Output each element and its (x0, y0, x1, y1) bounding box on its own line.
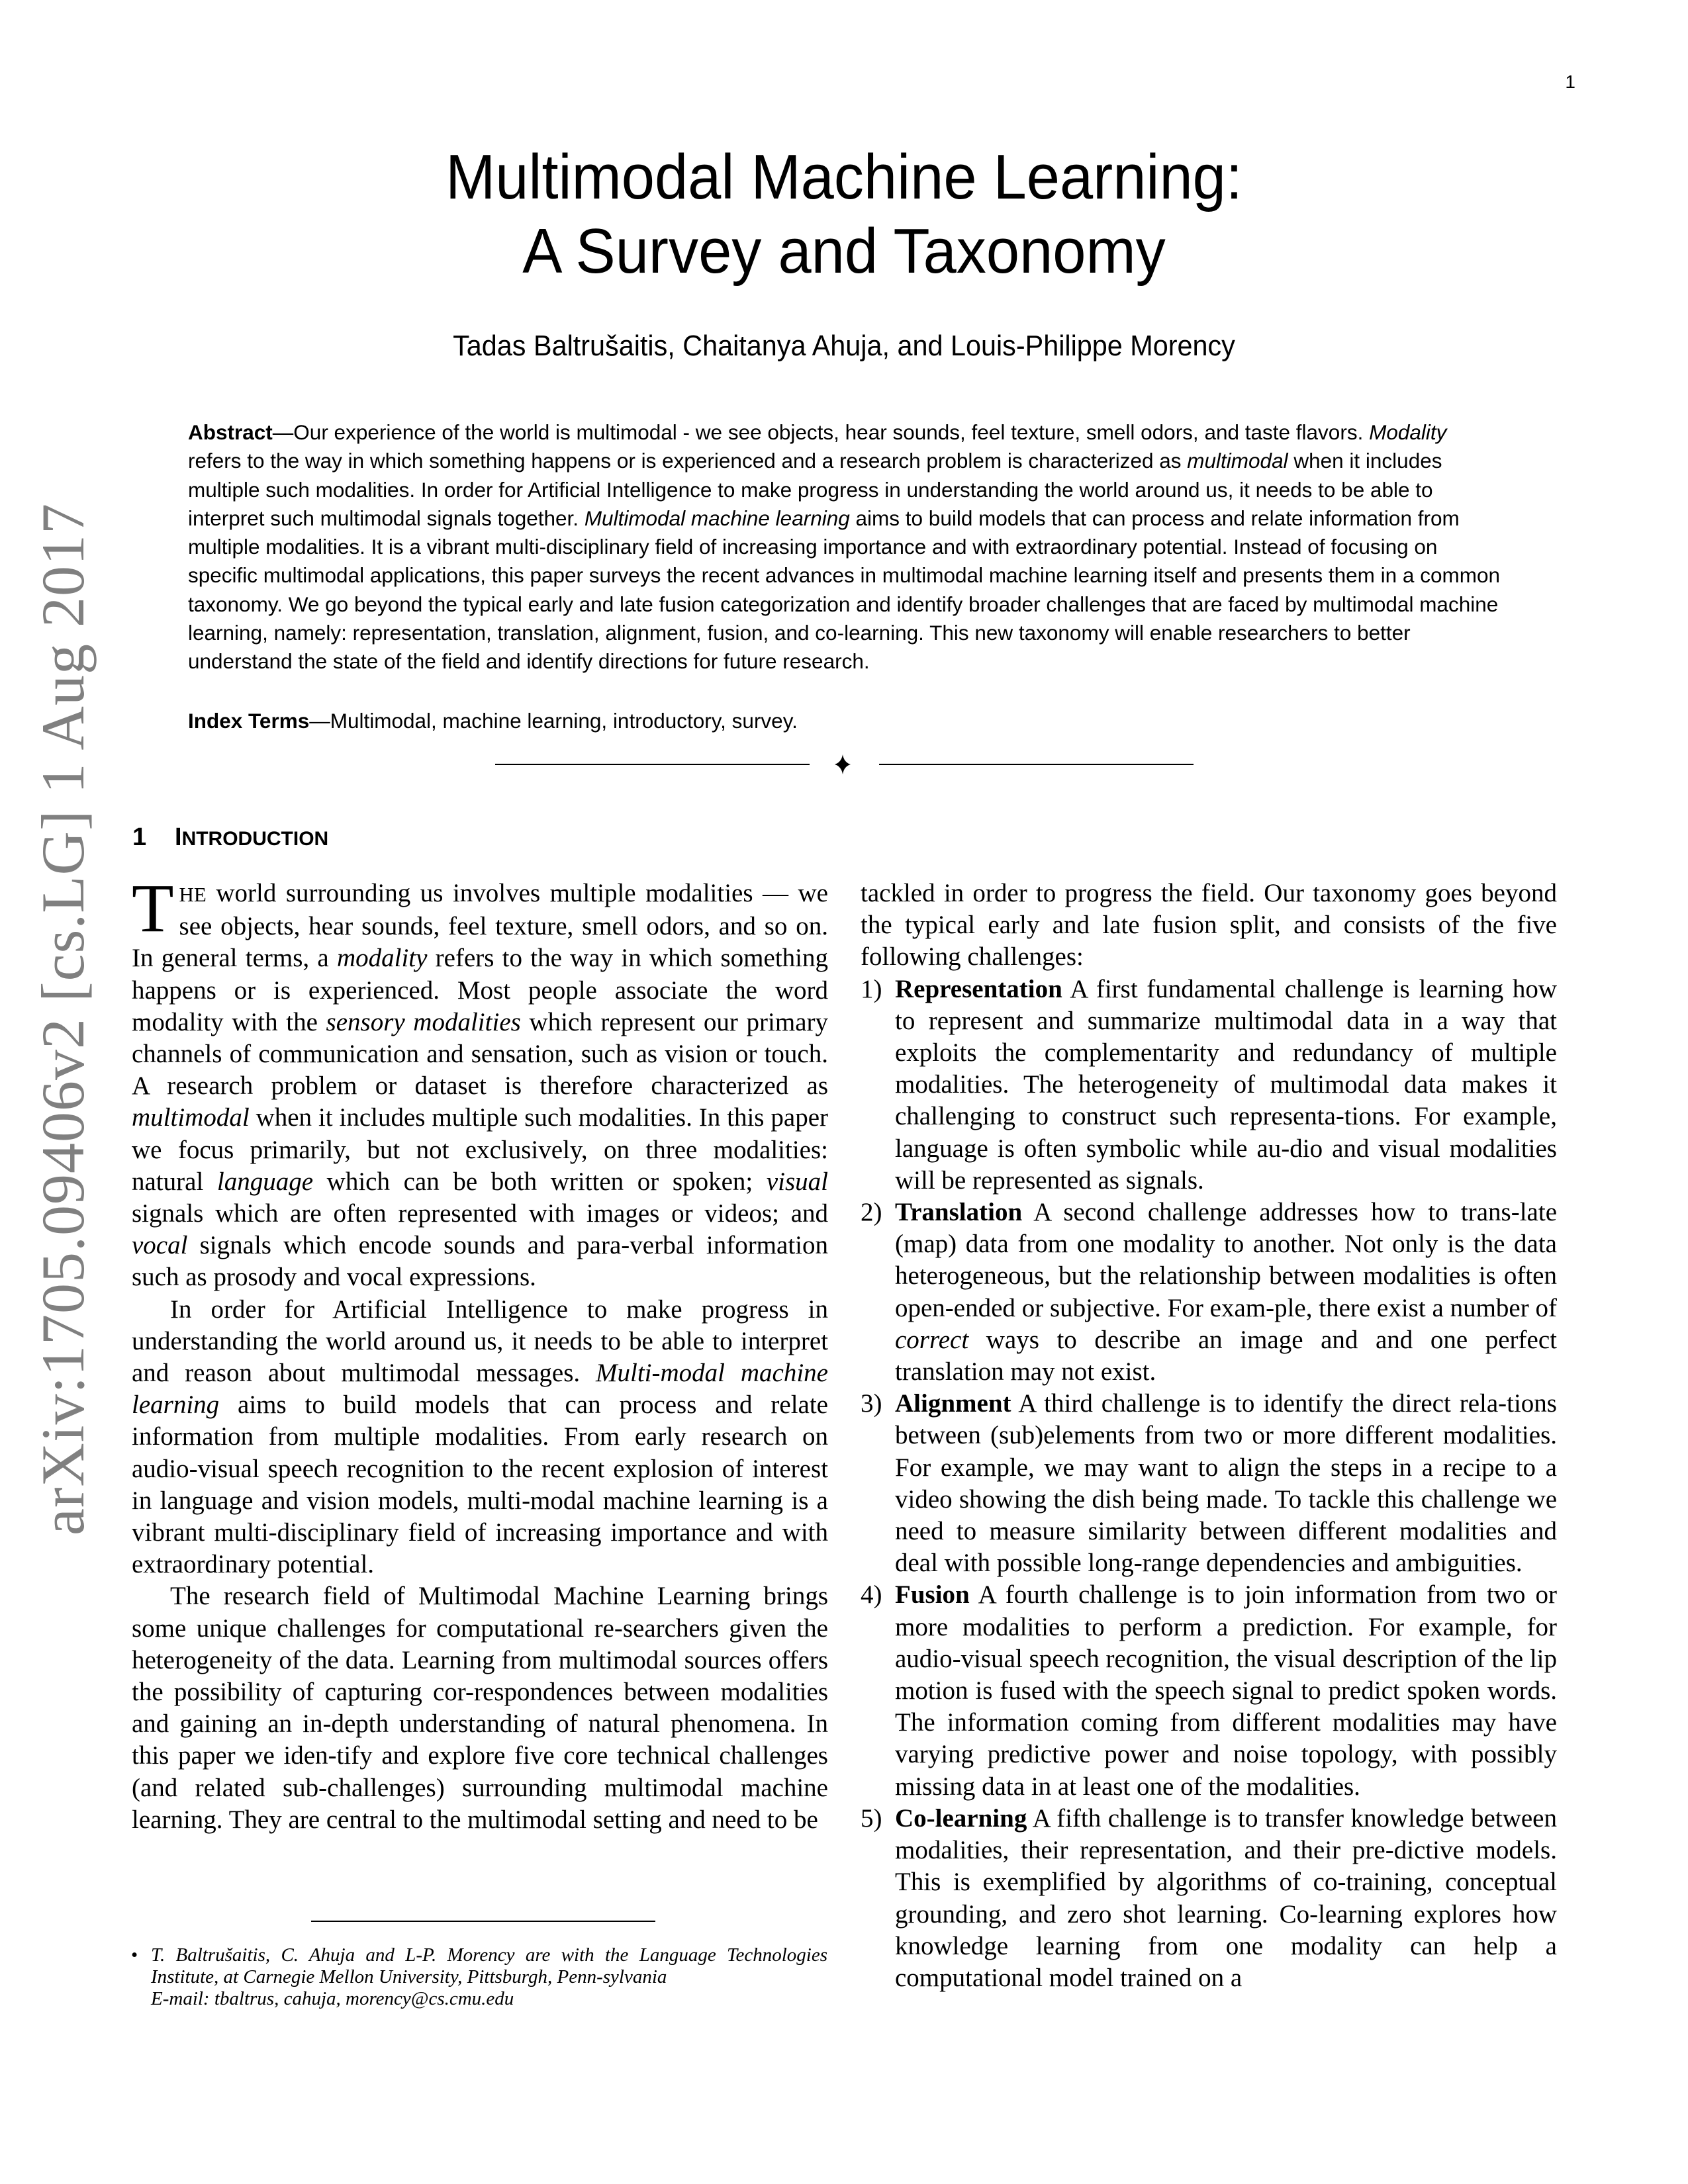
index-terms: Index Terms—Multimodal, machine learning, introductory, survey. (188, 709, 798, 733)
arxiv-watermark: arXiv:1705.09406v2 [cs.LG] 1 Aug 2017 (29, 503, 97, 1535)
term-modality: Modality (1369, 420, 1447, 444)
author-list: Tadas Baltrušaitis, Chaitanya Ahuja, and Louis-Philippe Morency (453, 330, 1235, 362)
title-line-2: A Survey and Taxonomy (522, 216, 1166, 287)
challenge-item-fusion: 4) Fusion A fourth challenge is to join information from two or more modalities to perform a prediction. For example, for audio-visual speech recognition, the visual description of the lip motion is fused with the speech signal to predict spoken words. The information coming from different modalities may have varying predictive power and noise topology, with possibly missing data in at least one of the modalities. (861, 1580, 1557, 1801)
challenge-item-representation: 1) Representation A first fundamental challenge is learning how to represent and summarize multimodal data in a way that exploits the complementarity and redundancy of multiple modalities. The heterogeneity of multimodal data makes it challenging to construct such representa-tions. For example, language is often symbolic while au-dio and visual modalities will be represented as signals. (861, 974, 1557, 1195)
challenge-item-alignment: 3) Alignment A third challenge is to identify the direct rela-tions between (sub)elements from two or more different modalities. For example, we may want to align the steps in a recipe to a video showing the dish being made. To tackle this challenge we need to measure similarity between different modalities and deal with possible long-range dependencies and ambiguities. (861, 1389, 1557, 1578)
divider-line-left (495, 764, 810, 765)
affiliation-text: T. Baltrušaitis, C. Ahuja and L-P. Morency are with the Language Technologies Institute, at Carnegie Mellon University, Pittsburgh, Penn-sylvania (151, 1944, 827, 1987)
challenge-item-translation: 2) Translation A second challenge addresses how to trans-late (map) data from one modality to another. Not only is the data heterogeneous, but the relationship between modalities is often open-ended or subjective. For exam-ple, there exist a number of correct ways to describe an image and and one perfect translation may not exist. (861, 1198, 1557, 1387)
section-number: 1 (132, 823, 147, 851)
challenge-item-co-learning: 5) Co-learning A fifth challenge is to transfer knowledge between modalities, their representation, and their pre-dictive models. This is exemplified by algorithms of co-training, conceptual grounding, and zero shot learning. Co-learning explores how knowledge learning from one modality can help a computational model trained on a (861, 1803, 1557, 1992)
bullet-icon: • (131, 1944, 138, 1966)
abstract: Abstract—Our experience of the world is multimodal - we see objects, hear sounds, feel texture, smell odors, and taste flavors. Modality refers to the way in which something happens or is experienced and a research problem is characterized as multimodal when it includes multiple such modalities. In order for Artificial Intelligence to make progress in understanding the world around us, it needs to be able to interpret such multimodal signals together. Multimodal machine learning aims to build models that can process and relate information from multiple modalities. It is a vibrant multi-disciplinary field of increasing importance and with extraordinary potential. Instead of focusing on specific multimodal applications, this paper surveys the recent advances in multimodal machine learning itself and presents them in a common taxonomy. We go beyond the typical early and late fusion categorization and identify broader challenges that are faced by multimodal machine learning, namely: representation, translation, alignment, fusion, and co-learning. This new taxonomy will enable researchers to better understand the state of the field and identify directions for future research. (188, 420, 1500, 674)
abstract-label: Abstract (188, 420, 273, 444)
body-column-right (861, 878, 1557, 1994)
page-number: 1 (1565, 71, 1575, 92)
intro-paragraph-4: tackled in order to progress the field. Our taxonomy goes beyond the typical early and late fusion split, and consists of the five following challenges: (861, 879, 1557, 972)
section-heading-introduction: 1 INTRODUCTION (132, 823, 329, 851)
section-divider (495, 754, 1194, 774)
divider-line-right (879, 764, 1194, 765)
author-affiliation-footnote (131, 1944, 827, 2010)
intro-paragraph-2: In order for Artificial Intelligence to make progress in understanding the world around us, it needs to be able to interpret and reason about multimodal messages. Multi-modal machine learning aims to build models that can process and relate information from multiple modalities. From early research on audio-visual speech recognition to the recent explosion of interest in language and vision models, multi-modal machine learning is a vibrant multi-disciplinary field of increasing importance and with extraordinary potential. (132, 1295, 828, 1579)
intro-paragraph-3: The research field of Multimodal Machine Learning brings some unique challenges for computational re-searchers given the heterogeneity of the data. Learning from multimodal sources offers the possibility of capturing cor-respondences between modalities and gaining an in-depth understanding of natural phenomena. In this paper we iden-tify and explore five core technical challenges (and related sub-challenges) surrounding multimodal machine learning. They are central to the multimodal setting and need to be (132, 1582, 828, 1834)
challenge-list (861, 974, 1557, 1995)
intro-paragraph-1: THE world surrounding us involves multiple modalities — we see objects, hear sounds, feel texture, smell odors, and so on. In general terms, a modality refers to the way in which something happens or is experienced. Most people associate the word modality with the sensory modalities which represent our primary channels of communication and sensation, such as vision or touch. A research problem or dataset is therefore characterized as multimodal when it includes multiple such modalities. In this paper we focus primarily, but not exclusively, on three modalities: natural language which can be both written or spoken; visual signals which are often represented with images or videos; and vocal signals which encode sounds and para-verbal information such as prosody and vocal expressions. (132, 870, 829, 1292)
paper-title (51, 140, 1638, 289)
email-text: E-mail: tbaltrus, cahuja, morency@cs.cmu.edu (151, 1988, 514, 2009)
term-mml: Multimodal machine learning (584, 506, 850, 530)
index-terms-label: Index Terms (188, 709, 310, 733)
footnote-rule (311, 1921, 655, 1922)
diamond-ornament-icon (829, 754, 856, 774)
title-line-1: Multimodal Machine Learning: (445, 142, 1243, 212)
index-terms-text: Multimodal, machine learning, introductory, survey. (330, 709, 798, 733)
term-multimodal: multimodal (1187, 449, 1288, 473)
body-column-left (132, 870, 829, 1836)
drop-cap: T (132, 870, 174, 946)
